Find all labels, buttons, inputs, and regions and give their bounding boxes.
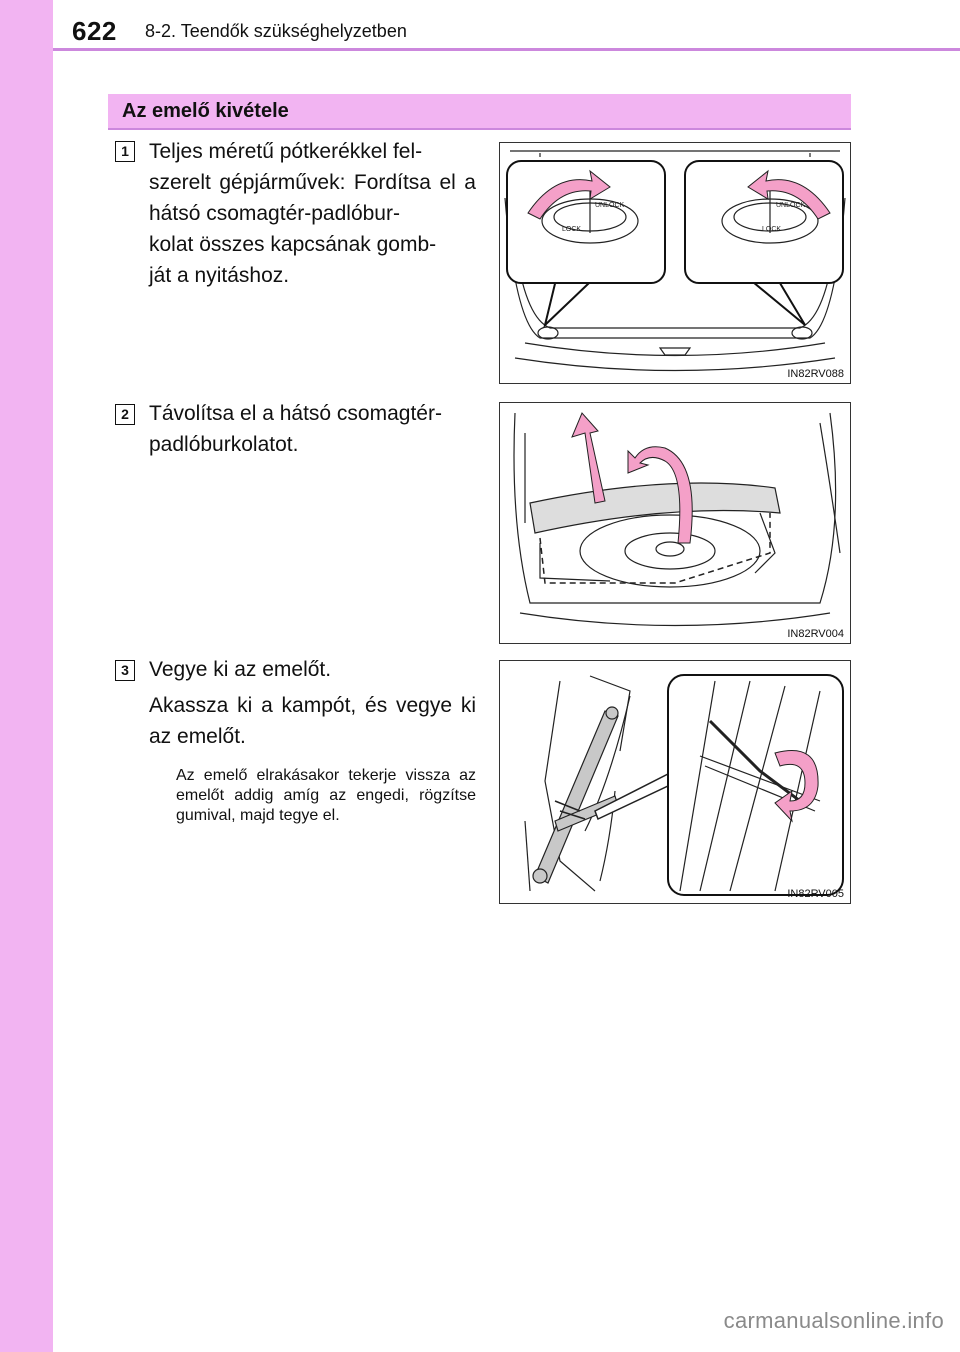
step-3-note: Az emelő elrakásakor tekerje vissza az emelőt addig amíg az engedi, rögzítse gumival, majd tegye el. xyxy=(176,767,476,824)
footer-watermark: carmanualsonline.info xyxy=(723,1308,944,1333)
figure-step-3 xyxy=(499,660,851,904)
step-number-2: 2 xyxy=(115,404,135,425)
step-2-text: Távolítsa el a hátsó csomagtér- padlóburkolatot. xyxy=(149,402,442,456)
chapter-title: 8-2. Teendők szükséghelyzetben xyxy=(145,21,407,41)
figure-id-1: IN82RV088 xyxy=(787,368,844,380)
unlock-label-right: UNLOCK xyxy=(776,202,806,209)
header-rule xyxy=(53,48,960,51)
step-1-text: Teljes méretű pótkerékkel fel- szerelt gépjárművek: Fordítsa el a hátsó csomagtér-padlóbur- kolat összes kapcsának gomb- ját a nyitáshoz. xyxy=(149,140,476,287)
step-number-3: 3 xyxy=(115,660,135,681)
side-color-bar xyxy=(0,0,53,1352)
section-heading xyxy=(108,94,851,130)
step-number-1: 1 xyxy=(115,141,135,162)
figure-step-2 xyxy=(499,402,851,644)
lock-label-right: LOCK xyxy=(762,226,782,233)
lock-label-left: LOCK xyxy=(562,226,582,233)
page-number: 622 xyxy=(72,16,117,46)
figure-step-1 xyxy=(499,142,851,384)
section-title: Az emelő kivétele xyxy=(122,100,289,122)
lift-arrow-icon xyxy=(572,413,605,503)
figure-id-2: IN82RV004 xyxy=(787,628,844,640)
unlock-label-left: UNLOCK xyxy=(595,202,625,209)
trunk-floor-knobs-illustration xyxy=(500,143,850,383)
trunk-floor-removal-illustration xyxy=(500,403,850,643)
step-3-subtext: Akassza ki a kampót, és vegye ki az emelőt. xyxy=(149,694,476,748)
jack-removal-illustration xyxy=(500,661,850,903)
figure-id-3: IN82RV005 xyxy=(787,888,844,900)
step-3-text: Vegye ki az emelőt. xyxy=(149,658,332,681)
